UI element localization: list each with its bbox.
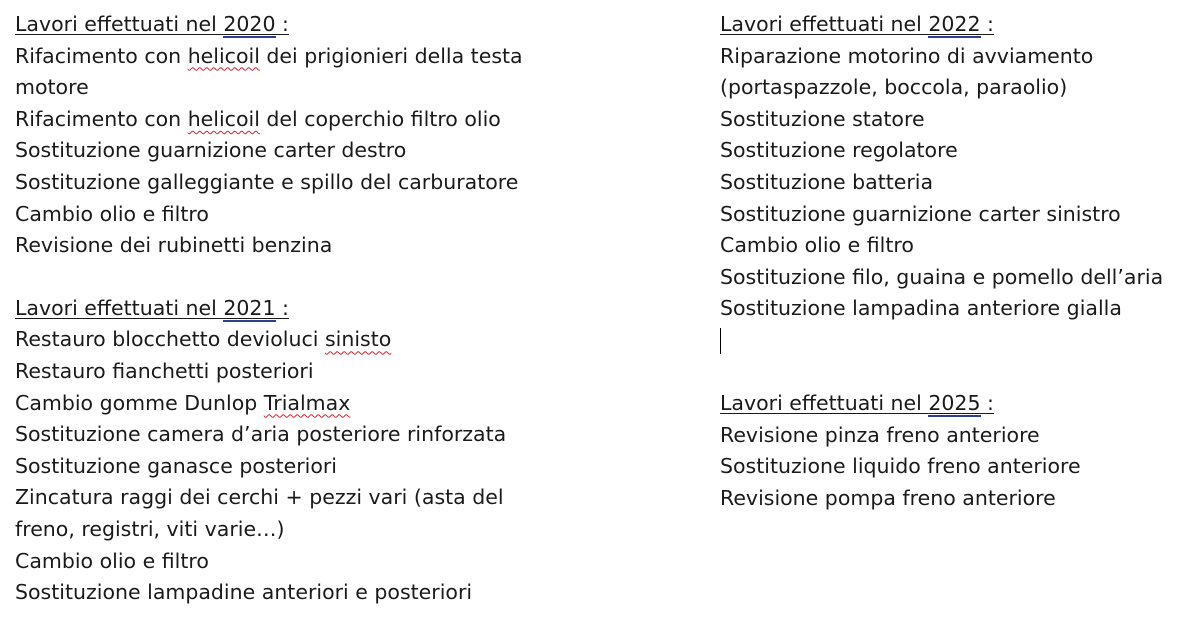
section-2022: [720, 9, 1163, 357]
list-item: Sostituzione camera d’aria posteriore rinforzata: [15, 422, 507, 447]
heading-suffix: :: [275, 12, 289, 36]
list-item: Sostituzione filo, guaina e pomello dell’aria: [720, 264, 1164, 289]
list-item: Riparazione motorino di avviamento: [720, 43, 1094, 68]
list-item: Zincatura raggi dei cerchi + pezzi vari (asta del: [15, 485, 504, 510]
list-item: Sostituzione guarnizione carter destro: [15, 138, 407, 163]
list-item: Sostituzione batteria: [720, 169, 934, 194]
list-item: Cambio olio e filtro: [15, 201, 209, 226]
list-item: (portaspazzole, boccola, paraolio): [720, 75, 1068, 100]
heading-year: 2021: [223, 295, 276, 320]
list-item: Rifacimento con helicoil del coperchio filtro olio: [15, 106, 501, 131]
list-item: Sostituzione guarnizione carter sinistro: [720, 201, 1121, 226]
heading-text: Lavori effettuati nel: [720, 12, 929, 36]
section-heading-2025: [720, 388, 1163, 420]
right-column: [720, 9, 1163, 546]
list-item: Sostituzione galleggiante e spillo del carburatore: [15, 169, 519, 194]
heading-year: 2020: [223, 12, 276, 36]
list-item: Sostituzione statore: [720, 106, 925, 131]
spellcheck-flagged-word[interactable]: Trialmax: [263, 390, 351, 415]
list-item: Restauro fianchetti posteriori: [15, 358, 314, 383]
section-2020: [15, 9, 523, 262]
list-item: freno, registri, viti varie…): [15, 516, 285, 541]
text-caret: [720, 328, 721, 354]
section-2025: [720, 388, 1163, 514]
heading-year: 2025: [928, 391, 981, 416]
heading-text: Lavori effettuati nel: [15, 12, 224, 36]
list-item: Revisione dei rubinetti benzina: [15, 233, 333, 258]
list-item: Cambio gomme Dunlop Trialmax: [15, 390, 351, 415]
text-cursor-line[interactable]: [720, 325, 1163, 357]
left-column: [15, 9, 523, 640]
section-2021: [15, 293, 523, 609]
spellcheck-flagged-word[interactable]: sinisto: [324, 327, 392, 352]
section-heading-2021: [15, 293, 523, 325]
section-heading-2020: [15, 9, 523, 41]
spellcheck-flagged-word[interactable]: helicoil: [187, 43, 260, 68]
spellcheck-flagged-word[interactable]: helicoil: [187, 106, 260, 131]
list-item: Cambio olio e filtro: [15, 548, 209, 573]
heading-suffix: :: [980, 391, 994, 416]
section-heading-2022: [720, 9, 1163, 41]
heading-suffix: :: [275, 295, 289, 320]
list-item: Sostituzione lampadina anteriore gialla: [720, 296, 1122, 321]
list-item: Cambio olio e filtro: [720, 233, 914, 258]
list-item: Revisione pinza freno anteriore: [720, 422, 1040, 447]
heading-text: Lavori effettuati nel: [15, 295, 224, 320]
list-item: Sostituzione regolatore: [720, 138, 958, 163]
heading-text: Lavori effettuati nel: [720, 391, 929, 416]
heading-year: 2022: [928, 12, 981, 36]
empty-line: [720, 357, 1163, 389]
heading-suffix: :: [980, 12, 994, 36]
list-item: motore: [15, 75, 89, 100]
list-item: Rifacimento con helicoil dei prigionieri della testa: [15, 43, 523, 68]
list-item: Restauro blocchetto devioluci sinisto: [15, 327, 392, 352]
list-item: Sostituzione lampadine anteriori e posteriori: [15, 580, 473, 605]
list-item: Revisione pompa freno anteriore: [720, 485, 1056, 510]
list-item: Sostituzione liquido freno anteriore: [720, 454, 1081, 479]
list-item: Sostituzione ganasce posteriori: [15, 453, 338, 478]
